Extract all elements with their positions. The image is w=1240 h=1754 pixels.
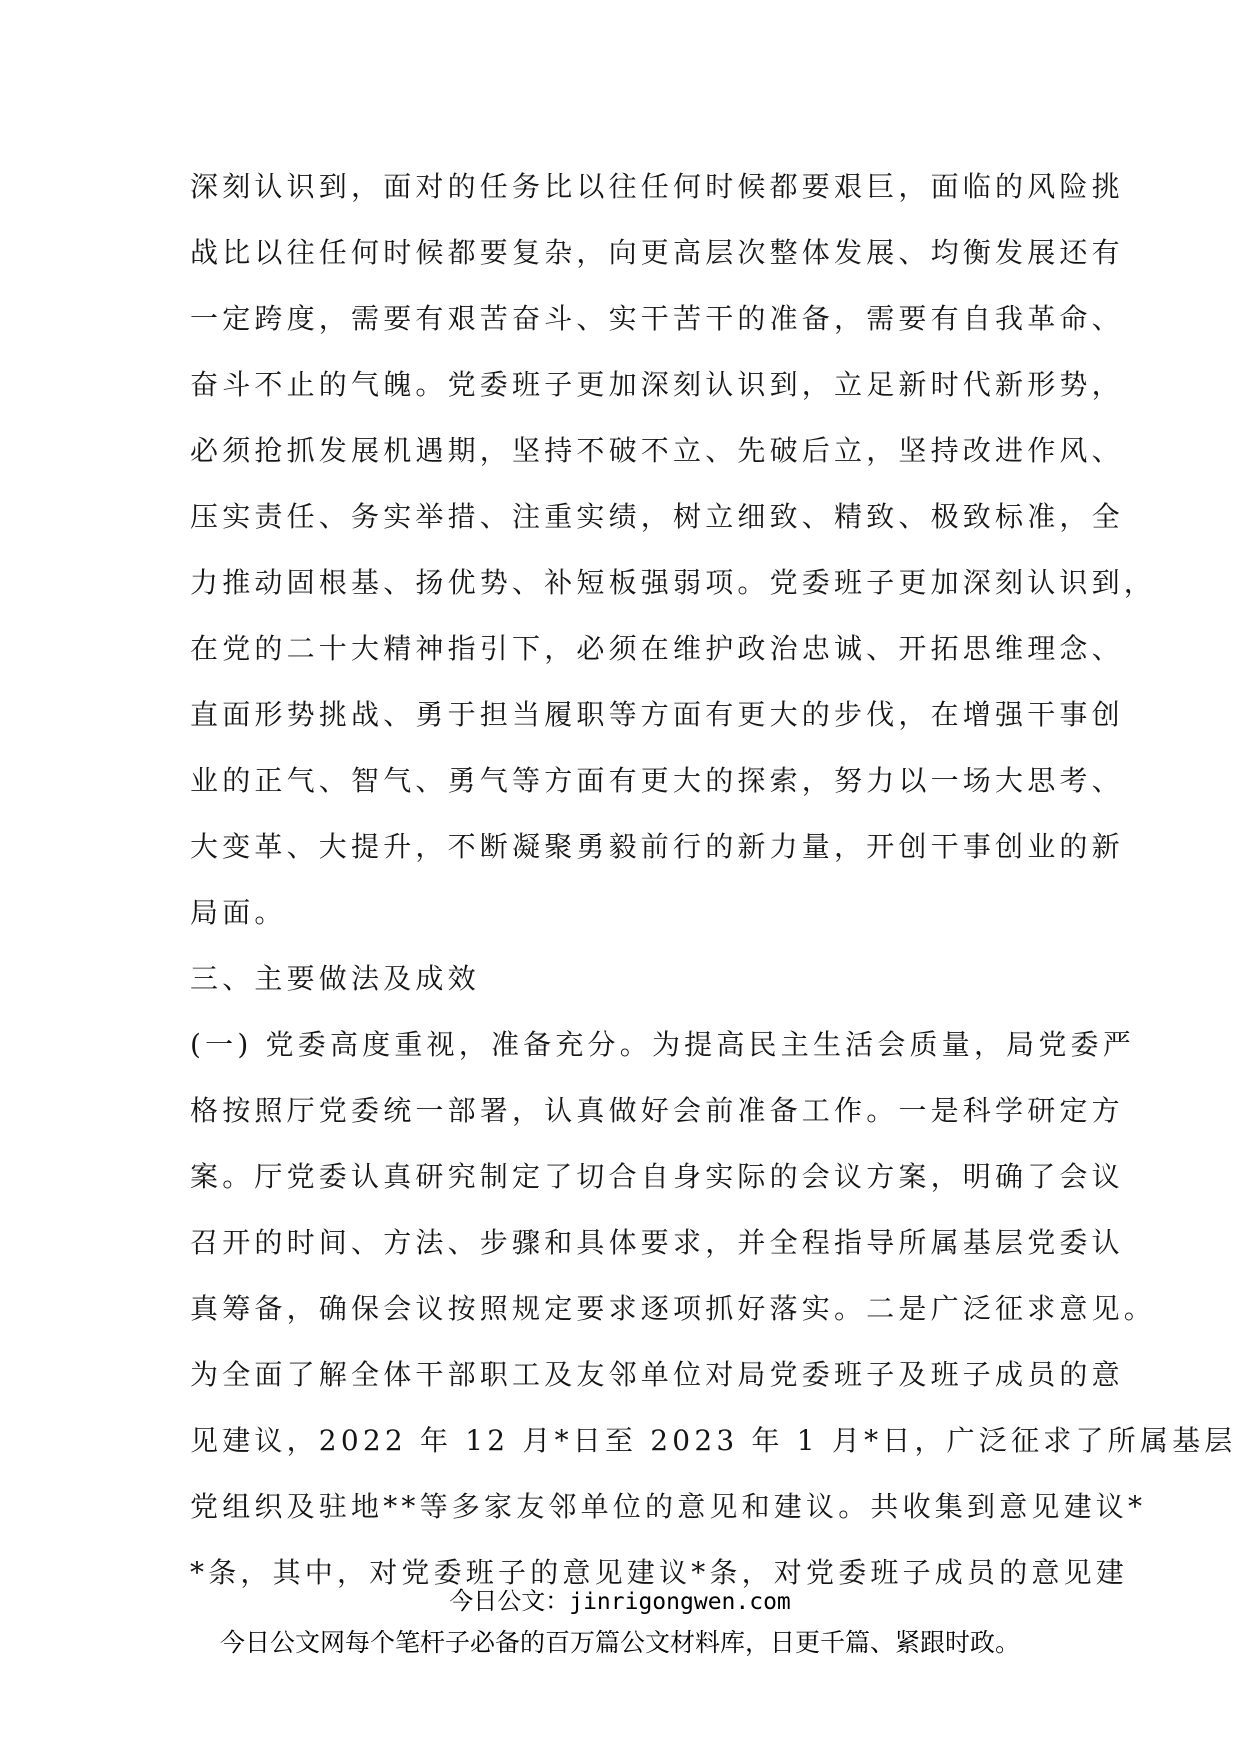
body-line: 奋斗不止的气魄。党委班子更加深刻认识到，立足新时代新形势， (190, 368, 1124, 401)
body-line: 压实责任、务实举措、注重实绩，树立细致、精致、极致标准，全 (190, 500, 1124, 533)
body-line: 业的正气、智气、勇气等方面有更大的探索，努力以一场大思考、 (190, 764, 1124, 797)
body-line: 局面。 (190, 896, 287, 929)
body-line: 战比以往任何时候都要复杂，向更高层次整体发展、均衡发展还有 (190, 236, 1124, 269)
body-line: 深刻认识到，面对的任务比以往任何时候都要艰巨，面临的风险挑 (190, 170, 1124, 203)
body-line: 召开的时间、方法、步骤和具体要求，并全程指导所属基层党委认 (190, 1226, 1124, 1259)
footer-site-label: 今日公文： (449, 1587, 570, 1615)
body-line: 党组织及驻地**等多家友邻单位的意见和建议。共收集到意见建议* (190, 1490, 1147, 1523)
body-line: 在党的二十大精神指引下，必须在维护政治忠诚、开拓思维理念、 (190, 632, 1124, 665)
body-line: (一) 党委高度重视，准备充分。为提高民主生活会质量，局党委严 (190, 1028, 1135, 1061)
footer-site-line (0, 1584, 1240, 1619)
section-heading: 三、主要做法及成效 (190, 962, 480, 995)
body-line: 一定跨度，需要有艰苦奋斗、实干苦干的准备，需要有自我革命、 (190, 302, 1124, 335)
document-body (190, 162, 1237, 1614)
body-line: 真筹备，确保会议按照规定要求逐项抓好落实。二是广泛征求意见。 (190, 1292, 1157, 1325)
body-line: 力推动固根基、扬优势、补短板强弱项。党委班子更加深刻认识到， (190, 566, 1157, 599)
body-line: *条，其中，对党委班子的意见建议*条，对党委班子成员的意见建 (190, 1556, 1129, 1589)
body-line: 为全面了解全体干部职工及友邻单位对局党委班子及班子成员的意 (190, 1358, 1124, 1391)
footer-tagline: 今日公文网每个笔杆子必备的百万篇公文材料库，日更千篇、紧跟时政。 (219, 1628, 1020, 1657)
body-line: 案。厅党委认真研究制定了切合自身实际的会议方案，明确了会议 (190, 1160, 1124, 1193)
body-line: 大变革、大提升，不断凝聚勇毅前行的新力量，开创干事创业的新 (190, 830, 1124, 863)
body-line: 格按照厅党委统一部署，认真做好会前准备工作。一是科学研定方 (190, 1094, 1124, 1127)
body-line: 必须抢抓发展机遇期，坚持不破不立、先破后立，坚持改进作风、 (190, 434, 1124, 467)
body-line: 直面形势挑战、勇于担当履职等方面有更大的步伐，在增强干事创 (190, 698, 1124, 731)
footer-site-url[interactable]: jinrigongwen.com (569, 1589, 791, 1615)
body-line: 见建议，2022 年 12 月*日至 2023 年 1 月*日，广泛征求了所属基层 (190, 1424, 1237, 1457)
